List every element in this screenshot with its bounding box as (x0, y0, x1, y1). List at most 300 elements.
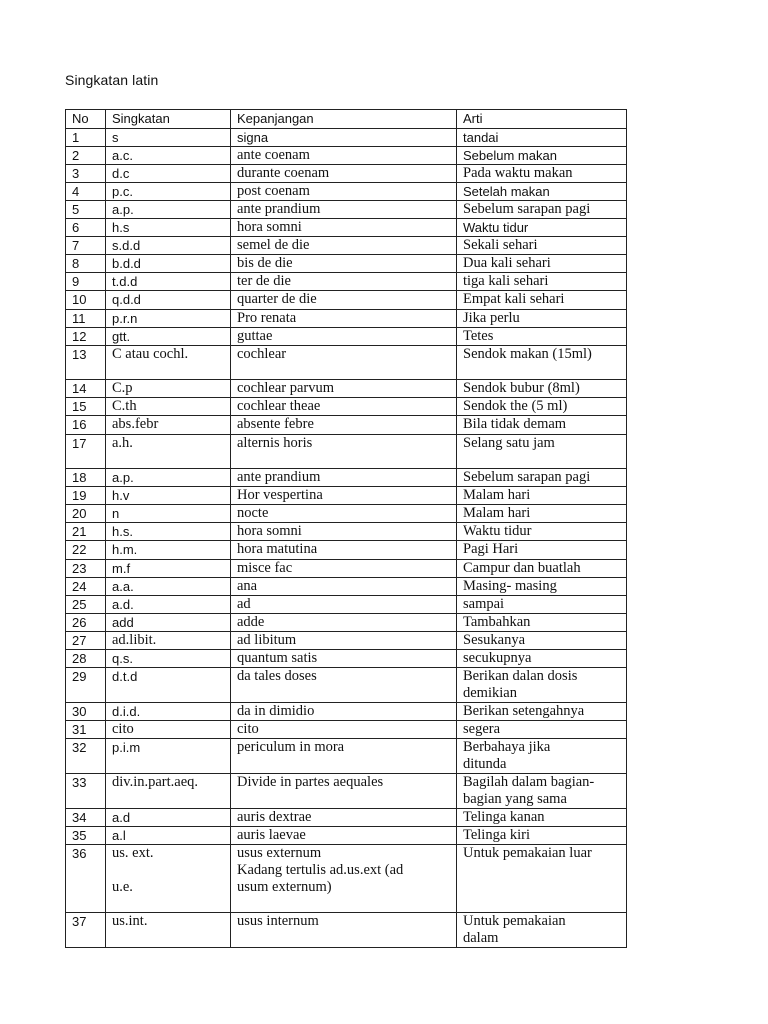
cell-singkatan (106, 416, 231, 435)
cell-arti (457, 201, 627, 219)
table-row (66, 560, 627, 578)
kepanjangan-line: misce fac (237, 560, 293, 576)
cell-singkatan (106, 435, 231, 469)
cell-arti (457, 346, 627, 380)
cell-arti (457, 129, 627, 147)
cell-no: 34 (66, 809, 106, 827)
cell-singkatan (106, 614, 231, 632)
cell-singkatan (106, 237, 231, 255)
cell-kepanjangan (231, 845, 457, 913)
cell-singkatan (106, 739, 231, 774)
table-row (66, 541, 627, 560)
cell-kepanjangan (231, 328, 457, 346)
cell-no: 20 (66, 505, 106, 523)
arti-line: dalam (463, 930, 499, 946)
kepanjangan-line: ad libitum (237, 632, 297, 648)
table-row (66, 809, 627, 827)
arti-line: Untuk pemakaian luar (463, 845, 592, 861)
cell-arti (457, 310, 627, 328)
cell-kepanjangan (231, 703, 457, 721)
arti-line: Sesukanya (463, 632, 526, 648)
arti-line: Sebelum sarapan pagi (463, 469, 591, 485)
kepanjangan-line: absente febre (237, 416, 314, 432)
cell-kepanjangan (231, 416, 457, 435)
cell-no: 23 (66, 560, 106, 578)
cell-kepanjangan (231, 129, 457, 147)
singkatan-line: t.d.d (112, 274, 138, 289)
cell-no: 30 (66, 703, 106, 721)
kepanjangan-line: cochlear theae (237, 398, 321, 414)
cell-singkatan (106, 541, 231, 560)
cell-kepanjangan (231, 291, 457, 310)
arti-line: ditunda (463, 756, 507, 772)
cell-kepanjangan (231, 346, 457, 380)
cell-kepanjangan (231, 310, 457, 328)
cell-no: 32 (66, 739, 106, 774)
table-row (66, 913, 627, 948)
cell-arti (457, 913, 627, 948)
cell-no: 13 (66, 346, 106, 380)
arti-line: Bila tidak demam (463, 416, 567, 432)
singkatan-line: u.e. (112, 879, 133, 895)
arti-line: Bagilah dalam bagian- (463, 774, 595, 790)
singkatan-line: s.d.d (112, 238, 141, 253)
cell-singkatan (106, 650, 231, 668)
table-row (66, 774, 627, 809)
singkatan-line: h.m. (112, 542, 138, 557)
cell-arti (457, 578, 627, 596)
cell-kepanjangan (231, 398, 457, 416)
cell-singkatan (106, 596, 231, 614)
cell-no: 28 (66, 650, 106, 668)
singkatan-line: C.th (112, 398, 137, 414)
table-row (66, 380, 627, 398)
cell-no: 12 (66, 328, 106, 346)
kepanjangan-line: signa (237, 130, 269, 145)
table-row (66, 147, 627, 165)
kepanjangan-line: bis de die (237, 255, 293, 271)
kepanjangan-line: usus internum (237, 913, 319, 929)
kepanjangan-line: hora somni (237, 219, 302, 235)
table-row (66, 129, 627, 147)
cell-arti (457, 774, 627, 809)
cell-singkatan (106, 201, 231, 219)
cell-arti (457, 827, 627, 845)
table-row (66, 703, 627, 721)
cell-singkatan (106, 398, 231, 416)
table-row (66, 183, 627, 201)
kepanjangan-line: ante prandium (237, 469, 321, 485)
table-body (66, 129, 627, 948)
cell-singkatan (106, 165, 231, 183)
cell-kepanjangan (231, 827, 457, 845)
cell-singkatan (106, 219, 231, 237)
cell-arti (457, 147, 627, 165)
table-row (66, 596, 627, 614)
cell-singkatan (106, 632, 231, 650)
singkatan-line: a.p. (112, 202, 134, 217)
table-row (66, 435, 627, 469)
cell-singkatan (106, 523, 231, 541)
cell-singkatan (106, 505, 231, 523)
cell-no: 6 (66, 219, 106, 237)
cell-arti (457, 541, 627, 560)
cell-singkatan (106, 774, 231, 809)
arti-line: Masing- masing (463, 578, 557, 594)
kepanjangan-line: periculum in mora (237, 739, 345, 755)
singkatan-line: C.p (112, 380, 133, 396)
cell-no: 27 (66, 632, 106, 650)
table-row (66, 650, 627, 668)
table-row (66, 398, 627, 416)
cell-singkatan (106, 346, 231, 380)
singkatan-line: ad.libit. (112, 632, 157, 648)
singkatan-line: abs.febr (112, 416, 159, 432)
header-arti: Arti (457, 110, 627, 129)
arti-line: Berikan dalan dosis (463, 668, 578, 684)
kepanjangan-line: hora matutina (237, 541, 318, 557)
cell-kepanjangan (231, 632, 457, 650)
cell-kepanjangan (231, 739, 457, 774)
cell-kepanjangan (231, 614, 457, 632)
kepanjangan-line: ante prandium (237, 201, 321, 217)
cell-no: 25 (66, 596, 106, 614)
arti-line: Sendok makan (15ml) (463, 346, 592, 362)
arti-line: Selang satu jam (463, 435, 555, 451)
singkatan-line (112, 862, 230, 879)
cell-arti (457, 291, 627, 310)
kepanjangan-line: cochlear (237, 346, 287, 362)
arti-line: Empat kali sehari (463, 291, 565, 307)
arti-line: Waktu tidur (463, 220, 529, 235)
cell-no: 16 (66, 416, 106, 435)
cell-singkatan (106, 560, 231, 578)
cell-arti (457, 328, 627, 346)
singkatan-line: a.d. (112, 597, 134, 612)
cell-arti (457, 487, 627, 505)
cell-arti (457, 237, 627, 255)
cell-no: 29 (66, 668, 106, 703)
singkatan-line: a.l (112, 828, 126, 843)
kepanjangan-line: alternis horis (237, 435, 313, 451)
cell-no: 24 (66, 578, 106, 596)
arti-line: Tambahkan (463, 614, 531, 630)
kepanjangan-line: nocte (237, 505, 269, 521)
cell-no: 26 (66, 614, 106, 632)
arti-line: Berbahaya jika (463, 739, 551, 755)
singkatan-line: d.c (112, 166, 130, 181)
arti-line: tandai (463, 130, 499, 145)
arti-line: Tetes (463, 328, 494, 344)
singkatan-line: a.d (112, 810, 131, 825)
cell-kepanjangan (231, 255, 457, 273)
singkatan-line: p.i.m (112, 740, 141, 755)
kepanjangan-line: quarter de die (237, 291, 317, 307)
cell-singkatan (106, 291, 231, 310)
singkatan-line: gtt. (112, 329, 131, 344)
kepanjangan-line: hora somni (237, 523, 302, 539)
cell-arti (457, 165, 627, 183)
table-row (66, 273, 627, 291)
singkatan-line: h.v (112, 488, 130, 503)
cell-singkatan (106, 273, 231, 291)
cell-no: 22 (66, 541, 106, 560)
table-row (66, 469, 627, 487)
kepanjangan-line: ad (237, 596, 251, 612)
cell-singkatan (106, 845, 231, 913)
cell-kepanjangan (231, 201, 457, 219)
table-row (66, 487, 627, 505)
cell-arti (457, 523, 627, 541)
abbreviation-table (65, 109, 627, 948)
cell-singkatan (106, 380, 231, 398)
arti-line: Telinga kiri (463, 827, 531, 843)
kepanjangan-line: cito (237, 721, 259, 737)
cell-singkatan (106, 913, 231, 948)
arti-line: Sebelum makan (463, 148, 557, 163)
cell-kepanjangan (231, 505, 457, 523)
cell-arti (457, 560, 627, 578)
singkatan-line: us. ext. (112, 845, 154, 861)
cell-no: 1 (66, 129, 106, 147)
cell-no: 37 (66, 913, 106, 948)
cell-arti (457, 596, 627, 614)
cell-kepanjangan (231, 487, 457, 505)
cell-no: 14 (66, 380, 106, 398)
cell-no: 18 (66, 469, 106, 487)
cell-kepanjangan (231, 721, 457, 739)
singkatan-line: cito (112, 721, 134, 737)
cell-singkatan (106, 487, 231, 505)
kepanjangan-line: guttae (237, 328, 273, 344)
cell-kepanjangan (231, 596, 457, 614)
cell-singkatan (106, 721, 231, 739)
arti-line: Telinga kanan (463, 809, 545, 825)
kepanjangan-line: semel de die (237, 237, 310, 253)
cell-no: 11 (66, 310, 106, 328)
cell-no: 33 (66, 774, 106, 809)
cell-no: 2 (66, 147, 106, 165)
kepanjangan-line: da tales doses (237, 668, 317, 684)
singkatan-line: s (112, 130, 119, 145)
table-row (66, 614, 627, 632)
arti-line: Campur dan buatlah (463, 560, 581, 576)
arti-line: sampai (463, 596, 505, 612)
cell-singkatan (106, 809, 231, 827)
arti-line: secukupnya (463, 650, 532, 666)
cell-kepanjangan (231, 809, 457, 827)
cell-no: 5 (66, 201, 106, 219)
table-row (66, 255, 627, 273)
kepanjangan-line: auris dextrae (237, 809, 312, 825)
cell-no: 15 (66, 398, 106, 416)
arti-line: Dua kali sehari (463, 255, 551, 271)
cell-kepanjangan (231, 219, 457, 237)
cell-kepanjangan (231, 380, 457, 398)
table-row (66, 739, 627, 774)
singkatan-line: d.t.d (112, 669, 138, 684)
kepanjangan-line: Divide in partes aequales (237, 774, 384, 790)
cell-singkatan (106, 703, 231, 721)
arti-line: demikian (463, 685, 517, 701)
cell-arti (457, 273, 627, 291)
cell-arti (457, 380, 627, 398)
singkatan-line: a.h. (112, 435, 133, 451)
singkatan-line: div.in.part.aeq. (112, 774, 199, 790)
kepanjangan-line: da in dimidio (237, 703, 315, 719)
cell-no: 9 (66, 273, 106, 291)
table-row (66, 505, 627, 523)
singkatan-line: m.f (112, 561, 131, 576)
cell-arti (457, 219, 627, 237)
kepanjangan-line: cochlear parvum (237, 380, 335, 396)
document-title: Singkatan latin (65, 72, 159, 88)
cell-arti (457, 650, 627, 668)
arti-line: tiga kali sehari (463, 273, 549, 289)
kepanjangan-line: auris laevae (237, 827, 306, 843)
arti-line: Untuk pemakaian (463, 913, 566, 929)
arti-line: Sekali sehari (463, 237, 538, 253)
cell-kepanjangan (231, 774, 457, 809)
arti-line: Sendok bubur (8ml) (463, 380, 580, 396)
cell-arti (457, 632, 627, 650)
cell-kepanjangan (231, 435, 457, 469)
cell-kepanjangan (231, 578, 457, 596)
cell-arti (457, 739, 627, 774)
kepanjangan-line: usus externum (237, 845, 322, 861)
arti-line: bagian yang sama (463, 791, 567, 807)
cell-no: 19 (66, 487, 106, 505)
cell-arti (457, 614, 627, 632)
cell-kepanjangan (231, 650, 457, 668)
cell-no: 31 (66, 721, 106, 739)
cell-arti (457, 183, 627, 201)
cell-no: 35 (66, 827, 106, 845)
cell-arti (457, 721, 627, 739)
cell-kepanjangan (231, 560, 457, 578)
kepanjangan-line: quantum satis (237, 650, 318, 666)
cell-arti (457, 809, 627, 827)
kepanjangan-line: Hor vespertina (237, 487, 323, 503)
cell-arti (457, 505, 627, 523)
table-row (66, 165, 627, 183)
cell-no: 4 (66, 183, 106, 201)
singkatan-line: h.s (112, 220, 130, 235)
table-row (66, 346, 627, 380)
kepanjangan-line: usum externum) (237, 879, 332, 895)
cell-kepanjangan (231, 541, 457, 560)
table-row (66, 291, 627, 310)
cell-singkatan (106, 129, 231, 147)
kepanjangan-line: adde (237, 614, 265, 630)
cell-arti (457, 845, 627, 913)
kepanjangan-line: Pro renata (237, 310, 297, 326)
kepanjangan-line: post coenam (237, 183, 310, 199)
cell-singkatan (106, 147, 231, 165)
cell-singkatan (106, 668, 231, 703)
table-row (66, 328, 627, 346)
cell-kepanjangan (231, 183, 457, 201)
arti-line: Setelah makan (463, 184, 550, 199)
cell-arti (457, 398, 627, 416)
cell-kepanjangan (231, 668, 457, 703)
cell-singkatan (106, 328, 231, 346)
singkatan-line: d.i.d. (112, 704, 141, 719)
table-row (66, 237, 627, 255)
cell-no: 21 (66, 523, 106, 541)
cell-no: 17 (66, 435, 106, 469)
cell-kepanjangan (231, 147, 457, 165)
table-row (66, 845, 627, 913)
table-row (66, 668, 627, 703)
cell-no: 7 (66, 237, 106, 255)
cell-kepanjangan (231, 913, 457, 948)
cell-kepanjangan (231, 165, 457, 183)
table-row (66, 310, 627, 328)
table-row (66, 201, 627, 219)
arti-line: Waktu tidur (463, 523, 532, 539)
cell-arti (457, 703, 627, 721)
arti-line: Jika perlu (463, 310, 520, 326)
kepanjangan-line: ana (237, 578, 258, 594)
table-row (66, 632, 627, 650)
header-no: No (66, 110, 106, 129)
cell-singkatan (106, 469, 231, 487)
arti-line: Sebelum sarapan pagi (463, 201, 591, 217)
cell-singkatan (106, 827, 231, 845)
arti-line: Pada waktu makan (463, 165, 573, 181)
table-row (66, 416, 627, 435)
cell-no: 36 (66, 845, 106, 913)
table-row (66, 827, 627, 845)
singkatan-line: a.a. (112, 579, 134, 594)
cell-singkatan (106, 183, 231, 201)
singkatan-line: p.c. (112, 184, 133, 199)
cell-kepanjangan (231, 469, 457, 487)
table-row (66, 523, 627, 541)
table-row (66, 219, 627, 237)
cell-kepanjangan (231, 523, 457, 541)
singkatan-line: C atau cochl. (112, 346, 189, 362)
arti-line: Malam hari (463, 487, 531, 503)
arti-line: Sendok the (5 ml) (463, 398, 568, 414)
table-row (66, 721, 627, 739)
singkatan-line: add (112, 615, 134, 630)
arti-line: segera (463, 721, 501, 737)
cell-singkatan (106, 310, 231, 328)
kepanjangan-line: ter de die (237, 273, 291, 289)
singkatan-line: q.s. (112, 651, 133, 666)
cell-arti (457, 435, 627, 469)
singkatan-line: a.c. (112, 148, 133, 163)
kepanjangan-line: durante coenam (237, 165, 330, 181)
singkatan-line: h.s. (112, 524, 133, 539)
singkatan-line: b.d.d (112, 256, 141, 271)
header-singkatan: Singkatan (106, 110, 231, 129)
cell-no: 8 (66, 255, 106, 273)
cell-arti (457, 469, 627, 487)
singkatan-line: p.r.n (112, 311, 138, 326)
singkatan-line: us.int. (112, 913, 148, 929)
cell-no: 10 (66, 291, 106, 310)
cell-arti (457, 668, 627, 703)
singkatan-line: q.d.d (112, 292, 141, 307)
cell-singkatan (106, 255, 231, 273)
singkatan-line: a.p. (112, 470, 134, 485)
cell-arti (457, 255, 627, 273)
header-kepanjangan: Kepanjangan (231, 110, 457, 129)
cell-arti (457, 416, 627, 435)
